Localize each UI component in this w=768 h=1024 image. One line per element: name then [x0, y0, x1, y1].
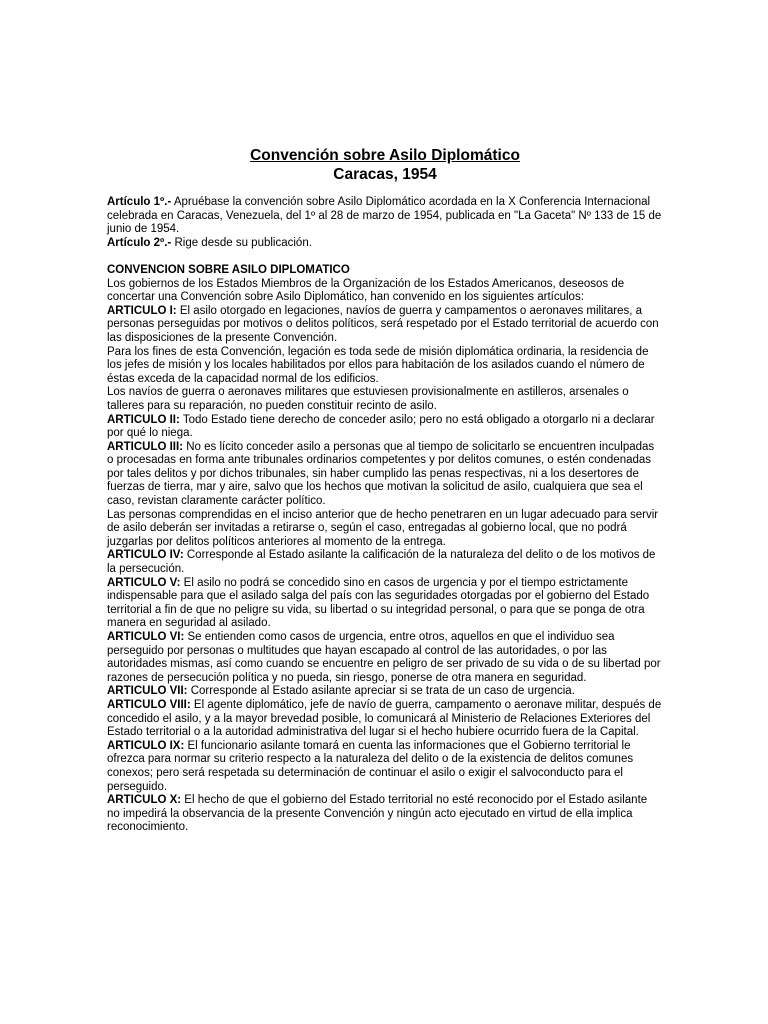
paragraph: [107, 631, 663, 685]
document-subtitle: Caracas, 1954: [333, 166, 437, 183]
paragraph-text: Todo Estado tiene derecho de conceder asilo; pero no está obligado a otorgarlo ni a declarar por qué lo niega.: [107, 413, 655, 440]
article-label: ARTICULO IV:: [107, 549, 184, 562]
article-label: ARTICULO II:: [107, 413, 180, 426]
paragraph-text: El asilo no podrá se concedido sino en casos de urgencia y por el tiempo estrictamente indispensable para que el asilado salga del país con las seguridades otorgadas por el gobierno del Estado territorial a fin de que no peligre su vida, su libertad o su integridad personal, o para que se ponga de otra manera en seguridad al asilado.: [107, 576, 650, 630]
paragraph-text: Apruébase la convención sobre Asilo Diplomático acordada en la X Conferencia Internacional celebrada en Caracas, Venezuela, del 1º al 28 de marzo de 1954, publicada en "La Gaceta" Nº 133 de 15 de junio de 1954.: [107, 196, 662, 236]
paragraph-text: Corresponde al Estado asilante apreciar si se trata de un caso de urgencia.: [187, 685, 575, 698]
article-label: ARTICULO III:: [107, 440, 184, 453]
paragraph: [107, 196, 663, 237]
document-page: [107, 146, 663, 835]
paragraph: [107, 386, 663, 413]
article-label: Artículo 2º.-: [107, 236, 172, 249]
preamble-section: [107, 196, 663, 250]
paragraph-text: Los navíos de guerra o aeronaves militares que estuviesen provisionalmente en astilleros, arsenales o talleres para su reparación, no pueden constituir recinto de asilo.: [107, 386, 629, 412]
paragraph-text: No es lícito conceder asilo a personas que al tiempo de solicitarlo se encuentren inculpadas o procesadas en forma ante tribunales ordinarios competentes y por delitos comunes, o estén condenadas por tales delitos y por dichos tribunales, sin haber cumplido las penas respectivas, ni a los desertores de fuerzas de tierra, mar y aire, salvo que los hechos que motivan la solicitud de asilo, cualquiera que sea el caso, revistan claramente carácter político.: [107, 440, 655, 508]
paragraph: [107, 278, 663, 305]
article-label: ARTICULO X:: [107, 794, 182, 807]
paragraph: [107, 237, 663, 251]
article-label: ARTICULO VI:: [107, 631, 185, 643]
document-title: Convención sobre Asilo Diplomático: [250, 147, 520, 164]
paragraph-text: El agente diplomático, jefe de navío de guerra, campamento o aeronave militar, después de concedido el asilo, y a la mayor brevedad posible, lo comunicará al Ministerio de Relaciones Exteriores del Estado territorial o a la autoridad administrativa del lugar si el hecho hubiere ocurrido fuera de la Capital.: [107, 698, 662, 739]
paragraph: [107, 685, 663, 699]
paragraph: [107, 509, 663, 550]
article-label: ARTICULO IX:: [107, 739, 185, 752]
article-label: ARTICULO V:: [107, 576, 181, 589]
section-spacer: [107, 250, 663, 264]
article-label: ARTICULO I:: [107, 304, 177, 317]
paragraph-text: Para los fines de esta Convención, legación es toda sede de misión diplomática ordinaria, la residencia de los jefes de misión y los locales habilitados por ellos para habitación de los asilados cuando el número de éstas exceda de la capacidad normal de los edificios.: [107, 345, 649, 385]
paragraph: [107, 794, 663, 835]
paragraph-text: Se entienden como casos de urgencia, entre otros, aquellos en que el individuo sea perseguido por personas o multitudes que hayan escapado al control de las autoridades, o por las autoridades mismas, así como cuando se encuentre en peligro de ser privado de su vida o de su libertad por razones de persecución política y no pueda, sin riesgo, ponerse de otra manera en seguridad.: [107, 631, 661, 684]
paragraph-text: Las personas comprendidas en el inciso anterior que de hecho penetraren en un lugar adecuado para servir de asilo deberán ser invitadas a retirarse o, según el caso, entregadas al gobierno local, que no podrá juzgarlas por delitos políticos anteriores al momento de la entrega.: [107, 508, 659, 548]
paragraph-text: Los gobiernos de los Estados Miembros de la Organización de los Estados Americanos, deseosos de concertar una Convención sobre Asilo Diplomático, han convenido en los siguientes artículos:: [107, 277, 625, 304]
paragraph: [107, 549, 663, 576]
paragraph-text: El funcionario asilante tomará en cuenta las informaciones que el Gobierno territorial le ofrezca para normar su criterio respecto a la naturaleza del delito o de la existencia de delitos comunes conexos; pero será respetada su determinación de continuar el asilo o exigir el salvoconducto para el perseguido.: [107, 739, 634, 793]
title-block: [107, 146, 663, 184]
paragraph: [107, 441, 663, 509]
paragraph: [107, 577, 663, 631]
article-label: ARTICULO VII:: [107, 685, 188, 698]
article-label: Artículo 1º.-: [107, 196, 172, 208]
convention-section: [107, 264, 663, 835]
section-heading: [107, 264, 663, 278]
paragraph-text: El hecho de que el gobierno del Estado territorial no esté reconocido por el Estado asilante no impedirá la observancia de la presente Convención y ningún acto ejecutado en virtud de ella implica reconocimiento.: [107, 794, 648, 834]
paragraph: [107, 740, 663, 794]
article-label: ARTICULO VIII:: [107, 698, 191, 711]
paragraph: [107, 305, 663, 346]
paragraph-text: Rige desde su publicación.: [171, 236, 312, 249]
paragraph: [107, 414, 663, 441]
article-label: CONVENCION SOBRE ASILO DIPLOMATICO: [107, 263, 350, 276]
paragraph-text: El asilo otorgado en legaciones, navíos de guerra y campamentos o aeronaves militares, a personas perseguidas por motivos o delitos políticos, será respetado por el Estado territorial de acuerdo con las disposiciones de la presente Convención.: [107, 304, 659, 344]
paragraph: [107, 346, 663, 387]
paragraph: [107, 699, 663, 740]
paragraph-text: Corresponde al Estado asilante la calificación de la naturaleza del delito o de los motivos de la persecución.: [107, 549, 656, 576]
